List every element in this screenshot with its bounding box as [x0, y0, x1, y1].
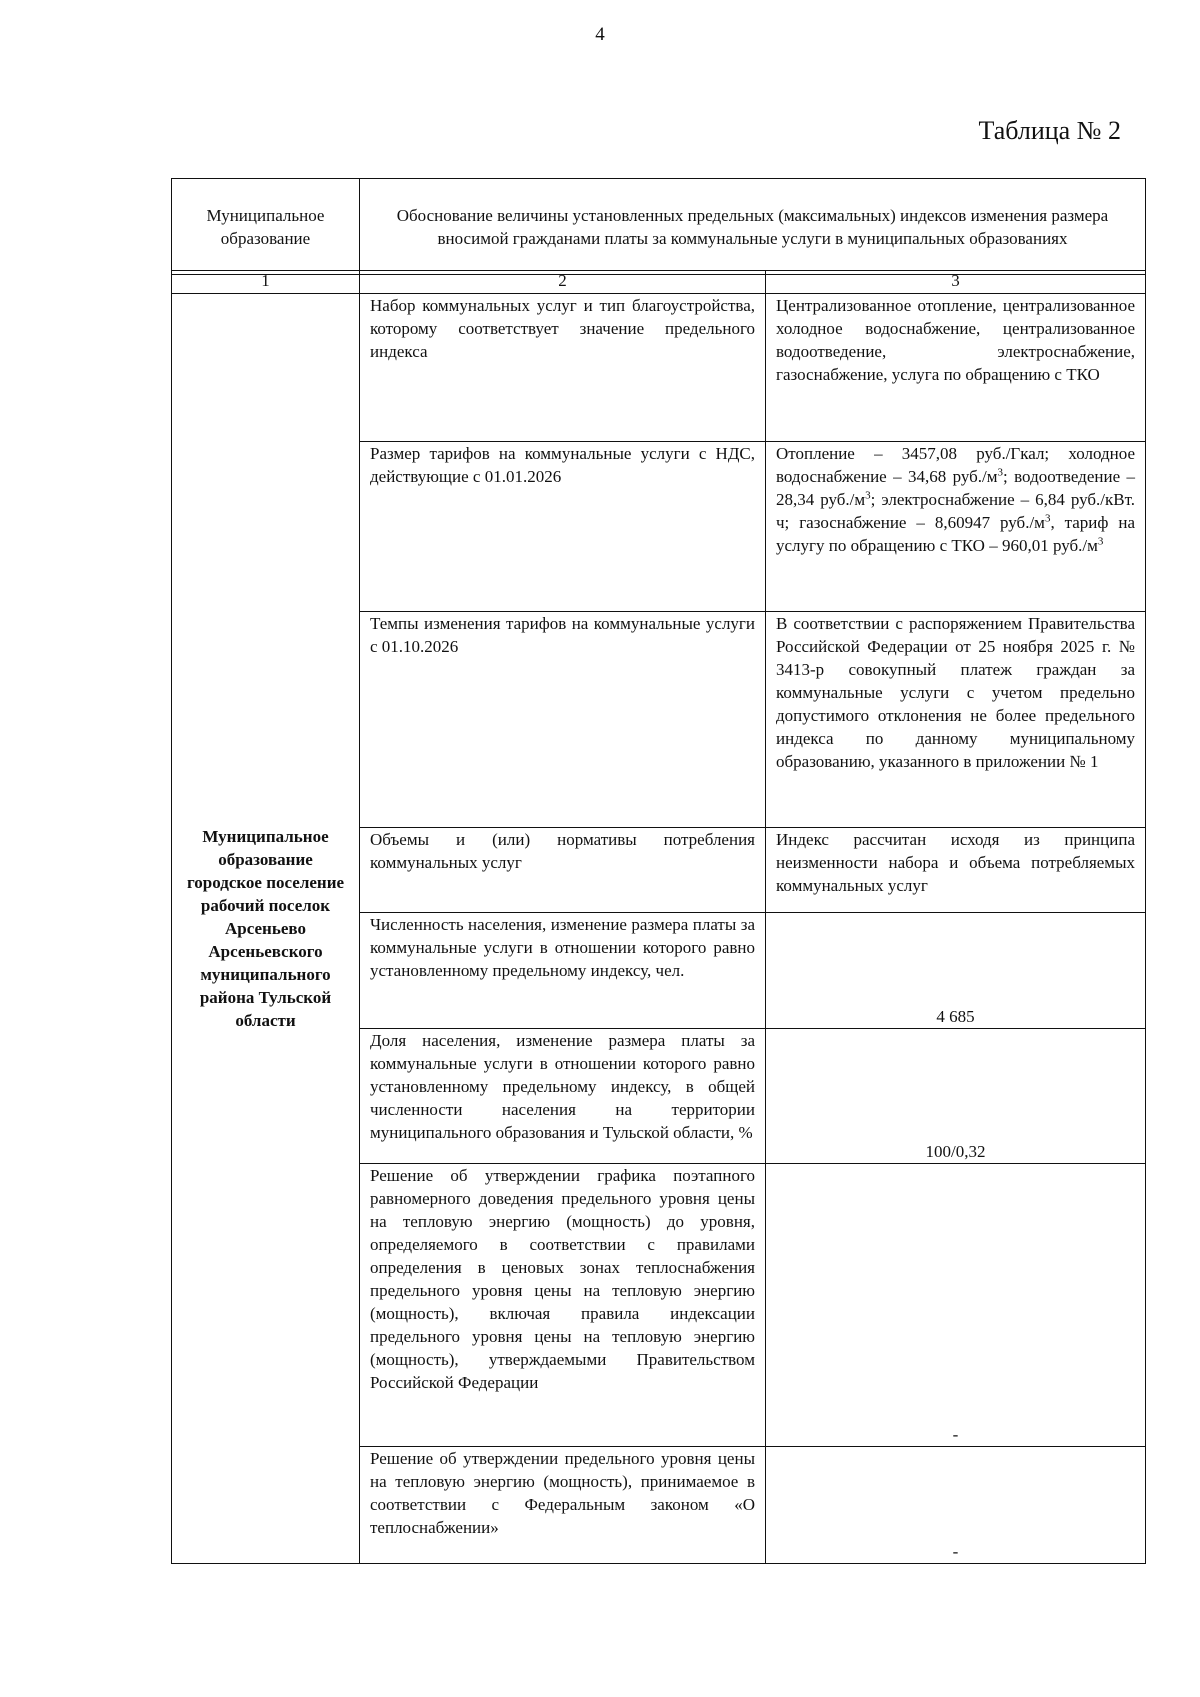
column-number-row	[172, 271, 1146, 294]
tariff-text: , тариф на услугу по обращению с ТКО – 960,01 руб./м	[776, 513, 1135, 555]
row-label: Доля населения, изменение размера платы за коммунальные услуги в отношении которого равно установленному предельному индексу, в общей численности населения на территории муниципального образования и Тульской области, %	[360, 1029, 766, 1164]
header-municipality: Муниципальное образование	[172, 179, 360, 275]
table-row	[172, 294, 1146, 442]
row-label: Решение об утверждении графика поэтапного равномерного доведения предельного уровня цены на тепловую энергию (мощность) до уровня, определяемого в соответствии с правилами определения в ценовых зонах теплоснабжения предельного уровня цены на тепловую энергию (мощность), включая правила индексации предельного уровня цены на тепловую энергию (мощность), утверждаемыми Правительством Российской Федерации	[360, 1164, 766, 1447]
tariff-text: Отопление – 3457,08 руб./Гкал; холодное водоснабжение – 34,68 руб./м	[776, 444, 1135, 486]
row-value: -	[766, 1164, 1146, 1447]
column-number: 1	[172, 271, 360, 294]
row-value: Индекс рассчитан исходя из принципа неизменности набора и объема потребляемых коммунальных услуг	[766, 828, 1146, 913]
row-value: Централизованное отопление, централизованное холодное водоснабжение, централизованное водоотведение, электроснабжение, газоснабжение, услуга по обращению с ТКО	[766, 294, 1146, 442]
row-label: Темпы изменения тарифов на коммунальные услуги с 01.10.2026	[360, 612, 766, 828]
column-number: 2	[360, 271, 766, 294]
main-table	[171, 270, 1146, 1564]
row-label: Численность населения, изменение размера платы за коммунальные услуги в отношении которого равно установленному предельному индексу, чел.	[360, 913, 766, 1029]
superscript: 3	[865, 489, 871, 502]
row-label: Решение об утверждении предельного уровня цены на тепловую энергию (мощность), принимаемое в соответствии с Федеральным законом «О теплоснабжении»	[360, 1447, 766, 1564]
row-label: Набор коммунальных услуг и тип благоустройства, которому соответствует значение предельного индекса	[360, 294, 766, 442]
row-label: Объемы и (или) нормативы потребления коммунальных услуг	[360, 828, 766, 913]
row-label: Размер тарифов на коммунальные услуги с НДС, действующие с 01.01.2026	[360, 442, 766, 612]
superscript: 3	[997, 466, 1004, 479]
row-value: 100/0,32	[766, 1029, 1146, 1164]
row-value: 4 685	[766, 913, 1146, 1029]
table-caption: Таблица № 2	[978, 116, 1121, 145]
page-number: 4	[595, 24, 605, 45]
tariff-text: ; электроснабжение – 6,84 руб./кВт. ч; газоснабжение – 8,60947 руб./м	[776, 490, 1136, 532]
row-value	[766, 442, 1146, 612]
superscript: 3	[1044, 512, 1051, 525]
tariff-text: ; водоотведение – 28,34 руб./м	[776, 467, 1135, 509]
column-number: 3	[766, 271, 1146, 294]
table-header	[171, 178, 1146, 275]
superscript: 3	[1097, 535, 1104, 548]
row-value: -	[766, 1447, 1146, 1564]
header-justification: Обоснование величины установленных предельных (максимальных) индексов изменения размера вносимой гражданами платы за коммунальные услуги в муниципальных образованиях	[360, 179, 1146, 275]
municipality-name: Муниципальное образование городское поселение рабочий поселок Арсеньево Арсеньевского муниципального района Тульской области	[172, 294, 360, 1564]
row-value: В соответствии с распоряжением Правительства Российской Федерации от 25 ноября 2025 г. № 3413-р совокупный платеж граждан за коммунальные услуги с учетом предельно допустимого отклонения не более предельного индекса по данному муниципальному образованию, указанного в приложении № 1	[766, 612, 1146, 828]
